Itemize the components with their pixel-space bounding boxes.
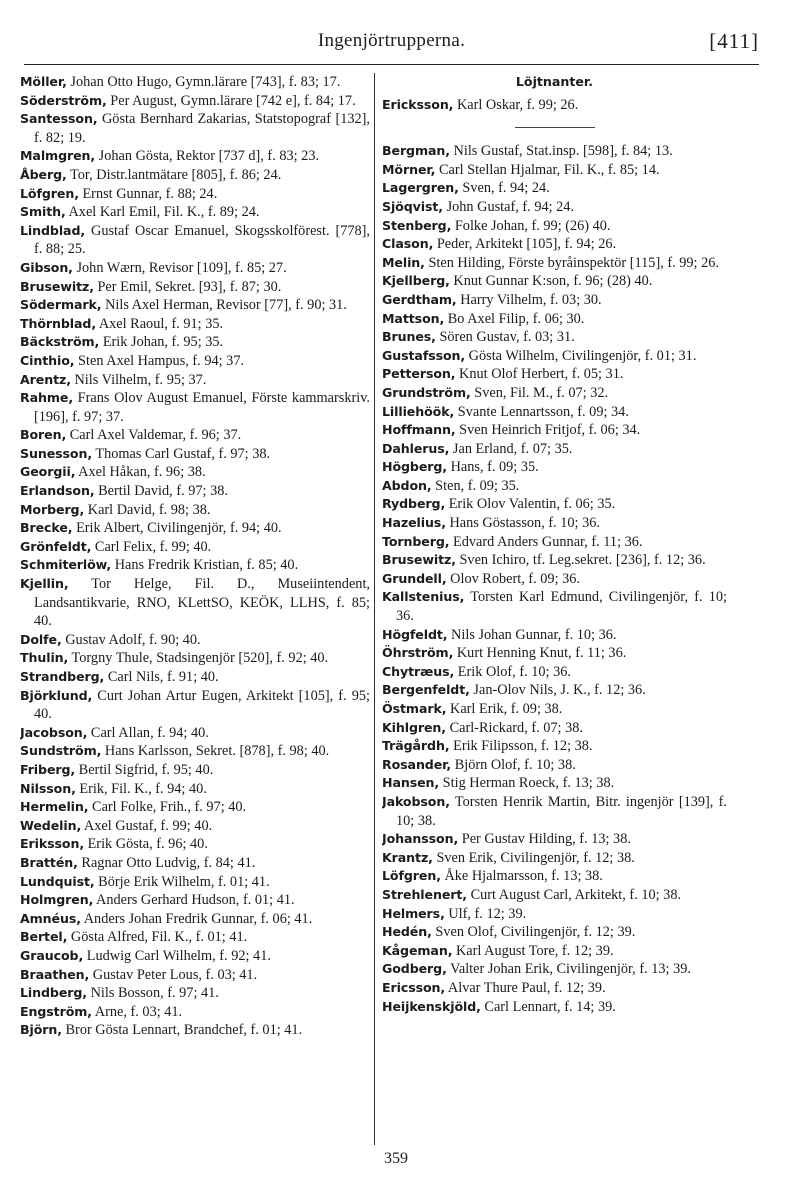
entry-surname: Grundell,: [382, 570, 447, 586]
entry-details: Folke Johan, f. 99; (26) 40.: [454, 217, 611, 234]
entry-surname: Brunes,: [382, 329, 436, 345]
register-entry: [382, 979, 727, 998]
register-entry: [20, 575, 370, 631]
entry-surname: Grundström,: [382, 384, 471, 400]
register-entry: [20, 687, 370, 724]
entry-details: Valter Johan Erik, Civilingenjör, f. 13; 39.: [450, 961, 691, 978]
entry-details: Per Emil, Sekret. [93], f. 87; 30.: [97, 278, 282, 295]
entry-details: Karl David, f. 98; 38.: [87, 501, 211, 518]
entry-details: Bror Gösta Lennart, Brandchef, f. 01; 41.: [65, 1022, 303, 1039]
entry-surname: Bäckström,: [20, 334, 100, 350]
entry-details: Stig Herman Roeck, f. 13; 38.: [442, 775, 615, 792]
entry-surname: Ericsson,: [382, 979, 446, 995]
entry-details: Per Gustav Hilding, f. 13; 38.: [461, 831, 631, 848]
register-entry: [382, 142, 727, 161]
entry-details: Nils Vilhelm, f. 95; 37.: [74, 371, 207, 388]
entry-surname: Söderström,: [20, 92, 107, 108]
entry-surname: Hansen,: [382, 775, 440, 791]
entry-details: Börje Erik Wilhelm, f. 01; 41.: [98, 873, 270, 890]
entry-details: Sören Gustav, f. 03; 31.: [439, 329, 575, 346]
entry-details: Anders Johan Fredrik Gunnar, f. 06; 41.: [83, 910, 313, 927]
entry-surname: Rosander,: [382, 756, 452, 772]
register-entry: [382, 644, 727, 663]
register-entry: [382, 830, 727, 849]
entry-details: Sven, Fil. M., f. 07; 32.: [474, 384, 609, 401]
entry-details: Torgny Thule, Stadsingenjör [520], f. 92; 40.: [71, 650, 329, 667]
register-entry: [20, 519, 370, 538]
entry-details: Tor Helge, Fil. D., Museiintendent, Landsantikvarie, RNO, KLettSO, KEÖK, LLHS, f. 85; 40.: [34, 576, 370, 630]
register-entry: [382, 663, 727, 682]
entry-details: Erik, Fil. K., f. 94; 40.: [79, 780, 207, 797]
entry-details: Harry Vilhelm, f. 03; 30.: [460, 291, 602, 308]
entry-surname: Helmers,: [382, 905, 445, 921]
entry-details: Jan-Olov Nils, J. K., f. 12; 36.: [473, 682, 646, 699]
entry-details: Karl Erik, f. 09; 38.: [450, 701, 563, 717]
entry-details: Knut Olof Herbert, f. 05; 31.: [459, 366, 624, 383]
entry-surname: Wedelin,: [20, 817, 82, 833]
first-group: [382, 96, 727, 115]
left-column: [20, 73, 370, 1133]
entry-surname: Högberg,: [382, 459, 447, 475]
column-divider: [374, 73, 375, 1145]
entry-surname: Braathen,: [20, 966, 90, 982]
register-entry: [382, 347, 727, 366]
register-entry: [382, 179, 727, 198]
entry-details: Hans, f. 09; 35.: [450, 459, 539, 476]
entry-surname: Hazelius,: [382, 515, 446, 531]
entry-surname: Cinthio,: [20, 352, 75, 368]
entry-surname: Boren,: [20, 427, 67, 443]
entry-details: Nils Gustaf, Stat.insp. [598], f. 84; 13.: [453, 143, 673, 160]
page-header: [24, 24, 759, 65]
register-entry: [20, 780, 370, 799]
entry-surname: Godberg,: [382, 961, 447, 977]
entry-details: Axel Karl Emil, Fil. K., f. 89; 24.: [68, 204, 260, 221]
entry-surname: Erlandson,: [20, 483, 95, 499]
register-entry: [382, 495, 727, 514]
entry-details: Sven Erik, Civilingenjör, f. 12; 38.: [436, 849, 635, 866]
entry-details: Axel Gustaf, f. 99; 40.: [83, 817, 213, 834]
entry-surname: Smith,: [20, 204, 66, 220]
entry-surname: Kihlgren,: [382, 719, 446, 735]
entry-surname: Ericksson,: [382, 96, 454, 112]
entry-surname: Kallstenius,: [382, 589, 465, 605]
register-entry: [20, 538, 370, 557]
entry-surname: Arentz,: [20, 371, 71, 387]
entry-surname: Krantz,: [382, 849, 433, 865]
register-entry: [382, 217, 727, 236]
entry-details: Hans Karlsson, Sekret. [878], f. 98; 40.: [104, 743, 330, 760]
register-entry: [20, 1003, 370, 1022]
entry-surname: Dolfe,: [20, 631, 62, 647]
register-entry: [20, 724, 370, 743]
register-entry: [382, 737, 727, 756]
entry-surname: Brusewitz,: [382, 552, 456, 568]
register-entry: [382, 440, 727, 459]
entry-surname: Petterson,: [382, 366, 456, 382]
entry-details: Nils Johan Gunnar, f. 10; 36.: [451, 626, 617, 643]
entry-surname: Östmark,: [382, 701, 447, 716]
entry-surname: Möller,: [20, 74, 67, 89]
entry-surname: Georgii,: [20, 464, 76, 480]
entry-details: Johan Otto Hugo, Gymn.lärare [743], f. 83; 17.: [70, 74, 341, 90]
register-entry: [20, 147, 370, 166]
entry-surname: Clason,: [382, 236, 434, 252]
entry-details: Nils Bosson, f. 97; 41.: [90, 985, 219, 1002]
register-entry: [20, 910, 370, 929]
entry-details: Ulf, f. 12; 39.: [448, 905, 527, 922]
entry-surname: Brattén,: [20, 854, 78, 870]
entry-details: Knut Gunnar K:son, f. 96; (28) 40.: [453, 273, 653, 290]
register-entry: [382, 960, 727, 979]
entry-details: Sten Hilding, Förste byråinspektör [115], f. 99; 26.: [428, 254, 719, 271]
entry-details: Ludwig Carl Wilhelm, f. 92; 41.: [86, 947, 271, 964]
register-entry: [382, 998, 727, 1017]
page-number: 359: [384, 1150, 408, 1167]
entry-details: Bo Axel Filip, f. 06; 30.: [447, 310, 585, 327]
register-entry: [382, 291, 727, 310]
register-entry: [20, 1021, 370, 1040]
entry-details: Åke Hjalmarsson, f. 13; 38.: [444, 868, 603, 885]
entry-surname: Tornberg,: [382, 533, 450, 549]
register-entry: [20, 928, 370, 947]
entry-surname: Hoffmann,: [382, 422, 456, 438]
entry-surname: Eriksson,: [20, 836, 84, 852]
entry-details: Gösta Alfred, Fil. K., f. 01; 41.: [70, 929, 248, 946]
entry-details: Kurt Henning Knut, f. 11; 36.: [456, 645, 627, 662]
entry-surname: Öhrström,: [382, 645, 454, 661]
entry-details: Carl Folke, Frih., f. 97; 40.: [92, 799, 247, 816]
entry-surname: Morberg,: [20, 501, 85, 517]
entry-details: Carl Axel Valdemar, f. 96; 37.: [69, 427, 242, 444]
register-entry: [20, 501, 370, 520]
register-entry: [382, 942, 727, 961]
register-entry: [382, 756, 727, 775]
entry-details: Gustav Adolf, f. 90; 40.: [65, 631, 201, 648]
register-entry: [20, 668, 370, 687]
register-entry: [20, 296, 370, 315]
entry-details: Hans Fredrik Kristian, f. 85; 40.: [114, 557, 299, 574]
entry-surname: Strandberg,: [20, 669, 105, 684]
register-entry: [20, 556, 370, 575]
entry-list: [382, 142, 727, 1016]
entry-details: Sven Olof, Civilingenjör, f. 12; 39.: [435, 924, 636, 941]
register-entry: [382, 403, 727, 422]
entry-surname: Sjöqvist,: [382, 198, 443, 214]
register-entry: [382, 867, 727, 886]
entry-surname: Amnéus,: [20, 910, 81, 926]
section-heading: Löjtnanter.: [515, 74, 594, 89]
register-entry: [382, 477, 727, 496]
register-entry: [20, 798, 370, 817]
register-entry: [20, 463, 370, 482]
entry-details: Olov Robert, f. 09; 36.: [450, 570, 580, 587]
register-entry: [382, 923, 727, 942]
register-entry: [20, 110, 370, 147]
register-entry: [382, 533, 727, 552]
register-entry: [382, 886, 727, 905]
entry-surname: Löfgren,: [20, 185, 79, 201]
entry-details: Peder, Arkitekt [105], f. 94; 26.: [436, 236, 617, 253]
entry-surname: Dahlerus,: [382, 440, 450, 456]
entry-surname: Kjellin,: [20, 576, 69, 592]
entry-surname: Heijkenskjöld,: [382, 998, 481, 1014]
register-entry: [20, 222, 370, 259]
entry-surname: Bergman,: [382, 143, 450, 159]
register-entry: [20, 73, 370, 92]
entry-surname: Brusewitz,: [20, 278, 94, 294]
register-entry: [382, 198, 727, 217]
register-entry: [20, 742, 370, 761]
entry-details: Sven Ichiro, tf. Leg.sekret. [236], f. 12; 36.: [459, 552, 706, 569]
register-entry: [382, 700, 727, 719]
entry-details: Frans Olov August Emanuel, Förste kammarskriv. [196], f. 97; 37.: [34, 390, 370, 425]
entry-surname: Sunesson,: [20, 445, 93, 461]
entry-details: John Gustaf, f. 94; 24.: [446, 198, 575, 215]
register-entry: [20, 854, 370, 873]
entry-details: Gösta Wilhelm, Civilingenjör, f. 01; 31.: [468, 347, 697, 364]
entry-details: John Wærn, Revisor [109], f. 85; 27.: [76, 259, 287, 276]
entry-surname: Lilliehöök,: [382, 403, 455, 419]
entry-surname: Björklund,: [20, 687, 93, 703]
register-entry: [20, 352, 370, 371]
register-entry: [20, 166, 370, 185]
register-entry: [20, 278, 370, 297]
entry-details: Karl Oskar, f. 99; 26.: [456, 96, 579, 113]
entry-surname: Kågeman,: [382, 942, 453, 958]
entry-surname: Jacobson,: [20, 724, 88, 740]
entry-details: Carl Nils, f. 91; 40.: [107, 669, 219, 685]
register-entry: [20, 259, 370, 278]
entry-surname: Lundquist,: [20, 873, 95, 889]
entry-details: Erik Olov Valentin, f. 06; 35.: [448, 496, 616, 513]
entry-details: Sven Heinrich Fritjof, f. 06; 34.: [459, 422, 641, 439]
entry-details: Hans Göstasson, f. 10; 36.: [449, 515, 600, 532]
register-entry: [20, 947, 370, 966]
entry-surname: Strehlenert,: [382, 886, 467, 902]
entry-details: Axel Håkan, f. 96; 38.: [78, 464, 206, 481]
entry-details: Bertil David, f. 97; 38.: [98, 483, 228, 500]
register-entry: [382, 235, 727, 254]
register-entry: [382, 96, 727, 115]
entry-surname: Högfeldt,: [382, 626, 448, 642]
register-entry: [382, 793, 727, 830]
entry-details: Johan Gösta, Rektor [737 d], f. 83; 23.: [98, 148, 320, 165]
register-entry: [382, 254, 727, 273]
entry-surname: Södermark,: [20, 297, 102, 313]
register-entry: [382, 849, 727, 868]
register-entry: [20, 649, 370, 668]
register-entry: [382, 626, 727, 645]
entry-details: Axel Raoul, f. 91; 35.: [98, 315, 224, 332]
register-entry: [20, 873, 370, 892]
register-entry: [382, 384, 727, 403]
page-title: Ingenjörtrupperna.: [317, 30, 466, 51]
entry-surname: Hedén,: [382, 924, 432, 940]
register-entry: [20, 445, 370, 464]
entry-details: Anders Gerhard Hudson, f. 01; 41.: [96, 892, 295, 909]
register-entry: [382, 421, 727, 440]
entry-surname: Stenberg,: [382, 217, 452, 233]
entry-details: Tor, Distr.lantmätare [805], f. 86; 24.: [70, 166, 282, 183]
entry-surname: Thörnblad,: [20, 315, 97, 331]
register-entry: [20, 835, 370, 854]
entry-details: Jan Erland, f. 07; 35.: [452, 440, 573, 457]
register-entry: [20, 482, 370, 501]
register-entry: [20, 761, 370, 780]
entry-surname: Lindberg,: [20, 985, 87, 1001]
entry-details: Ernst Gunnar, f. 88; 24.: [82, 185, 218, 202]
entry-details: Gustav Peter Lous, f. 03; 41.: [92, 966, 258, 983]
entry-surname: Graucob,: [20, 947, 84, 963]
entry-details: Erik Johan, f. 95; 35.: [102, 334, 224, 351]
entry-surname: Lindblad,: [20, 222, 86, 238]
register-entry: [382, 310, 727, 329]
register-entry: [20, 389, 370, 426]
page-reference: [411]: [709, 29, 759, 53]
entry-surname: Nilsson,: [20, 780, 76, 796]
entry-surname: Mörner,: [382, 161, 436, 177]
entry-surname: Bergenfeldt,: [382, 682, 470, 698]
register-entry: [20, 966, 370, 985]
entry-surname: Melin,: [382, 254, 425, 270]
register-entry: [20, 92, 370, 111]
entry-surname: Löfgren,: [382, 868, 441, 884]
entry-details: Carl Allan, f. 94; 40.: [90, 724, 209, 741]
register-entry: [382, 681, 727, 700]
entry-details: Carl Stellan Hjalmar, Fil. K., f. 85; 14.: [438, 161, 660, 178]
entry-surname: Gibson,: [20, 259, 73, 275]
register-entry: [382, 458, 727, 477]
entry-details: Björn Olof, f. 10; 38.: [454, 756, 576, 773]
register-entry: [20, 203, 370, 222]
entry-details: Alvar Thure Paul, f. 12; 39.: [447, 979, 606, 996]
register-entry: [382, 905, 727, 924]
entry-details: Carl Felix, f. 99; 40.: [94, 538, 212, 555]
entry-surname: Gerdtham,: [382, 291, 457, 307]
register-entry: [20, 371, 370, 390]
entry-details: Edvard Anders Gunnar, f. 11; 36.: [453, 533, 643, 550]
entry-details: Sten Axel Hampus, f. 94; 37.: [78, 352, 245, 369]
entry-details: Erik Albert, Civilingenjör, f. 94; 40.: [76, 520, 282, 537]
entry-surname: Hermelin,: [20, 799, 89, 815]
entry-surname: Trägårdh,: [382, 738, 450, 754]
entry-surname: Lagergren,: [382, 180, 459, 196]
entry-surname: Abdon,: [382, 477, 432, 493]
entry-surname: Santesson,: [20, 111, 98, 127]
register-entry: [20, 817, 370, 836]
register-entry: [382, 588, 727, 625]
entry-surname: Åberg,: [20, 166, 67, 182]
entry-details: Carl Lennart, f. 14; 39.: [484, 998, 616, 1015]
register-entry: [382, 161, 727, 180]
entry-details: Bertil Sigfrid, f. 95; 40.: [78, 761, 214, 778]
register-entry: [382, 774, 727, 793]
entry-details: Nils Axel Herman, Revisor [77], f. 90; 31.: [105, 297, 347, 314]
entry-surname: Engström,: [20, 1003, 92, 1019]
register-entry: [382, 514, 727, 533]
register-entry: [20, 333, 370, 352]
entry-surname: Grönfeldt,: [20, 538, 92, 554]
register-entry: [382, 272, 727, 291]
entry-surname: Schmiterlöw,: [20, 557, 112, 573]
entry-details: Sven, f. 94; 24.: [462, 180, 550, 197]
entry-surname: Thulin,: [20, 650, 69, 666]
register-entry: [382, 551, 727, 570]
entry-details: Svante Lennartsson, f. 09; 34.: [457, 403, 629, 420]
entry-details: Ragnar Otto Ludvig, f. 84; 41.: [81, 854, 256, 871]
entry-surname: Malmgren,: [20, 148, 96, 164]
entry-surname: Holmgren,: [20, 892, 94, 908]
entry-surname: Johansson,: [382, 831, 459, 847]
entry-details: Sten, f. 09; 35.: [435, 477, 520, 494]
entry-surname: Björn,: [20, 1022, 62, 1038]
entry-details: Erik Gösta, f. 96; 40.: [87, 836, 208, 853]
entry-details: Torsten Karl Edmund, Civilingenjör, f. 10; 36.: [396, 589, 727, 625]
entry-details: Curt Johan Artur Eugen, Arkitekt [105], f. 95; 40.: [34, 687, 370, 723]
register-entry: [382, 365, 727, 384]
entry-details: Arne, f. 03; 41.: [94, 1003, 183, 1020]
entry-details: Erik Olof, f. 10; 36.: [457, 663, 571, 680]
entry-surname: Jakobson,: [382, 793, 450, 809]
entry-surname: Friberg,: [20, 761, 76, 777]
entry-surname: Rahme,: [20, 390, 74, 406]
register-entry: [382, 719, 727, 738]
register-entry: [20, 185, 370, 204]
register-entry: [20, 315, 370, 334]
entry-details: Erik Filipsson, f. 12; 38.: [453, 738, 593, 755]
entry-details: Gustaf Oscar Emanuel, Skogsskolförest. [778], f. 88; 25.: [34, 222, 370, 258]
entry-surname: Mattson,: [382, 310, 445, 326]
entry-surname: Brecke,: [20, 520, 73, 536]
entry-surname: Sundström,: [20, 743, 102, 759]
entry-details: Karl August Tore, f. 12; 39.: [455, 942, 614, 959]
entry-surname: Bertel,: [20, 929, 68, 945]
section-rule: [515, 127, 595, 128]
entry-details: Per August, Gymn.lärare [742 e], f. 84; 17.: [110, 92, 356, 109]
entry-details: Torsten Henrik Martin, Bitr. ingenjör [139], f. 10; 38.: [396, 793, 727, 829]
entry-surname: Chytræus,: [382, 663, 455, 679]
register-entry: [382, 570, 727, 589]
entry-surname: Kjellberg,: [382, 273, 450, 289]
entry-details: Thomas Carl Gustaf, f. 97; 38.: [95, 445, 271, 462]
entry-details: Carl-Rickard, f. 07; 38.: [449, 719, 583, 736]
register-entry: [20, 891, 370, 910]
register-entry: [20, 984, 370, 1003]
entry-surname: Gustafsson,: [382, 347, 466, 363]
entry-surname: Rydberg,: [382, 496, 446, 512]
entry-details: Curt August Carl, Arkitekt, f. 10; 38.: [470, 886, 682, 903]
register-entry: [382, 328, 727, 347]
register-entry: [20, 631, 370, 650]
entry-details: Gösta Bernhard Zakarias, Statstopograf [132], f. 82; 19.: [34, 111, 370, 146]
right-column: [382, 73, 727, 1133]
register-entry: [20, 426, 370, 445]
